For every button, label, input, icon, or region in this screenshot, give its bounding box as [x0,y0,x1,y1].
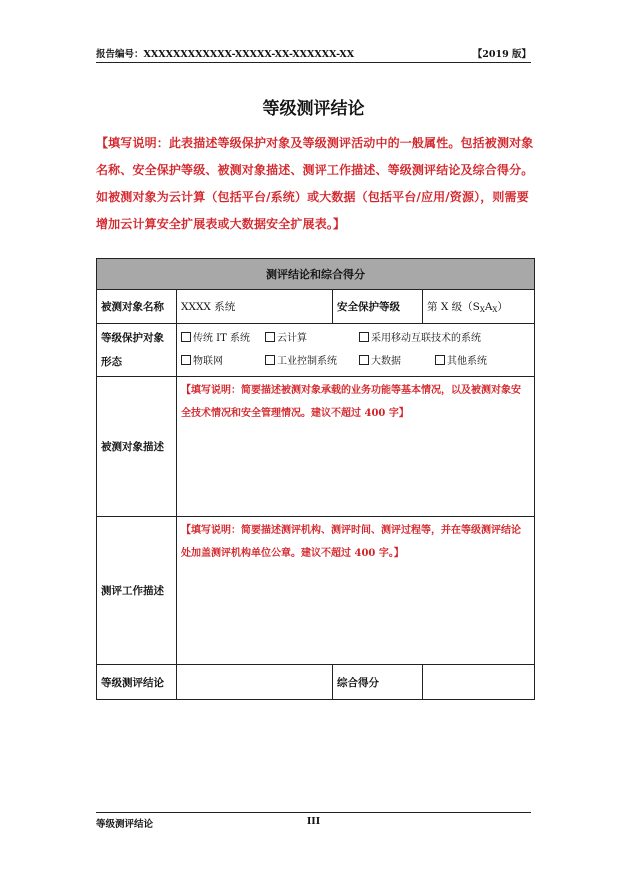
checkbox-icon [265,332,275,342]
work-label: 测评工作描述 [97,517,177,665]
option-cloud[interactable]: 云计算 [265,327,359,350]
checkbox-icon [435,355,445,365]
conclusion-label: 等级测评结论 [97,665,177,700]
instruction-note: 【填写说明：此表描述等级保护对象及等级测评活动中的一般属性。包括被测对象名称、安全保护等级、被测对象描述、测评工作描述、等级测评结论及综合得分。如被测对象为云计算（包括平台/系统）或大数据（包括平台/应用/资源），则需要增加云计算安全扩展表或大数据安全扩展表。】 [96,136,534,231]
option-mobile[interactable]: 采用移动互联技术的系统 [359,327,481,350]
conclusion-value[interactable] [177,665,333,700]
checkbox-icon [359,332,369,342]
object-name-label: 被测对象名称 [97,290,177,324]
form-label: 等级保护对象形态 [97,324,177,377]
option-other[interactable]: 其他系统 [435,350,487,373]
footer-section: 等级测评结论 [96,819,154,830]
level-label: 安全保护等级 [333,290,423,324]
page-header [96,44,531,63]
page-number: III [306,816,321,827]
desc-note[interactable]: 【填写说明：简要描述被测对象承载的业务功能等基本情况，以及被测对象安全技术情况和安全管理情况。建议不超过 400 字】 [177,377,535,517]
desc-label: 被测对象描述 [97,377,177,517]
checkbox-icon [181,355,191,365]
object-name-value: XXXX 系统 [177,290,333,324]
level-value: 第 X 级$(S_XA_X)$ [423,290,535,324]
page-footer [96,812,531,830]
checkbox-icon [359,355,369,365]
report-number: 报告编号：XXXXXXXXXXXX-XXXXX-XX-XXXXXX-XX [96,49,355,60]
checkbox-icon [265,355,275,365]
option-bigdata[interactable]: 大数据 [359,350,435,373]
option-iot[interactable]: 物联网 [181,350,265,373]
table-heading: 测评结论和综合得分 [97,259,535,290]
option-industrial[interactable]: 工业控制系统 [265,350,359,373]
checkbox-icon [181,332,191,342]
conclusion-table [96,258,535,700]
work-note[interactable]: 【填写说明：简要描述测评机构、测评时间、测评过程等，并在等级测评结论处加盖测评机构单位公章。建议不超过 400 字。】 [177,517,535,665]
score-label: 综合得分 [333,665,423,700]
option-traditional-it[interactable]: 传统 IT 系统 [181,327,265,350]
page-title: 等级测评结论 [262,99,365,119]
form-options [177,324,535,377]
score-value[interactable] [423,665,535,700]
edition-label: 【2019 版】 [472,49,531,60]
